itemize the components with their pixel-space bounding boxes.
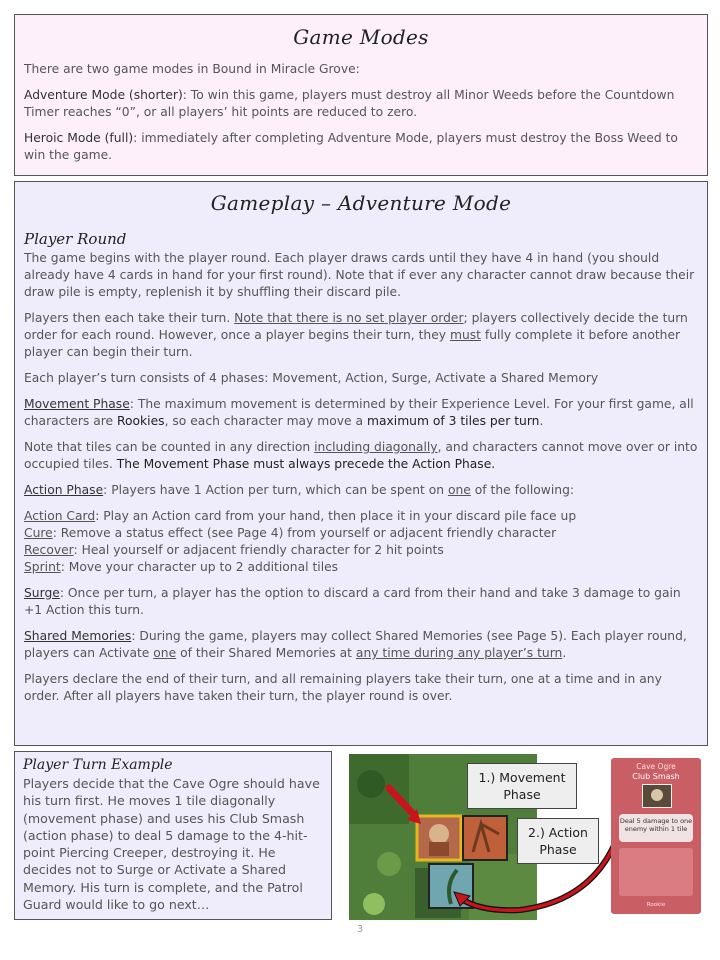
player-round-heading: Player Round: [24, 230, 127, 248]
movement-text-c: .: [539, 414, 544, 428]
action-text-a: : Players have 1 Action per turn, which can be spent on: [103, 483, 448, 497]
gameplay-panel: [14, 181, 708, 746]
action-callout-line2: Phase: [539, 842, 577, 857]
adventure-mode-text: : To win this game, players must destroy all Minor Weeds before the Countdown Timer reaches “0”, or all players’ hit points are reduced to zero.: [24, 88, 675, 119]
heroic-mode-label: Heroic Mode (full): [24, 131, 134, 145]
adventure-mode-paragraph: [24, 87, 698, 121]
memories-text-a: : During the game, players may collect Shared Memories (see Page 5). Each player round, players can Activate: [24, 629, 687, 660]
action-phase-callout: [517, 818, 599, 864]
memories-text-b: of their Shared Memories at: [176, 646, 356, 660]
card-art: [642, 784, 672, 808]
movement-max: maximum of 3 tiles per turn: [366, 414, 540, 428]
turn-order-must: must: [449, 328, 481, 342]
memories-one: one: [153, 646, 177, 660]
card-subtitle: Club Smash: [632, 772, 680, 781]
player-round-text: The game begins with the player round. Each player draws cards until they have 4 in hand (you should already have 4 cards in hand for your first round). Note that if ever any character cannot draw because their draw pile is empty, replenish it by shuffling their discard pile.: [24, 251, 695, 299]
list-item: [24, 525, 698, 542]
action-phase-paragraph: [24, 482, 698, 499]
movement-rookies: Rookies: [117, 414, 165, 428]
action-option-label: Action Card: [24, 509, 96, 523]
action-option-text: : Play an Action card from your hand, then place it in your discard pile face up: [95, 509, 577, 523]
game-modes-intro: There are two game modes in Bound in Miracle Grove:: [24, 62, 360, 76]
action-options-list: [24, 508, 698, 576]
action-phase-label: Action Phase: [24, 483, 104, 497]
end-of-round-text: Players declare the end of their turn, and all remaining players take their turn, one at a time and in any order. After all players have taken their turn, the player round is over.: [24, 672, 662, 703]
surge-text: : Once per turn, a player has the option to discard a card from their hand and take 3 damage to gain +1 Action this turn.: [24, 586, 681, 617]
action-option-label: Sprint: [24, 560, 61, 574]
phases-text: Each player’s turn consists of 4 phases: Movement, Action, Surge, Activate a Shared Memory: [24, 371, 599, 385]
action-one: one: [447, 483, 471, 497]
movement-phase-callout: [467, 763, 577, 809]
shared-memories-paragraph: [24, 628, 698, 662]
tiles-text-b: , and characters cannot move over or into occupied tiles.: [24, 440, 698, 471]
ability-card: [611, 758, 701, 914]
turn-example-panel: [14, 751, 332, 920]
list-item: [24, 542, 698, 559]
page-number: 3: [356, 924, 364, 935]
action-option-label: Recover: [24, 543, 74, 557]
turn-order-text-b: ; players collectively decide the turn order for each round. However, once a player begins their turn, they: [24, 311, 688, 342]
adventure-mode-label: Adventure Mode (shorter): [24, 88, 183, 102]
surge-paragraph: [24, 585, 698, 619]
surge-label: Surge: [24, 586, 60, 600]
game-modes-panel: [14, 14, 708, 176]
movement-text-b: , so each character may move a: [164, 414, 367, 428]
card-footer: Rookie: [646, 902, 666, 908]
card-blank-area: [619, 848, 693, 896]
action-text-b: of the following:: [470, 483, 575, 497]
turn-order-note: Note that there is no set player order: [234, 311, 464, 325]
action-option-text: : Heal yourself or adjacent friendly character for 2 hit points: [73, 543, 444, 557]
list-item: [24, 559, 698, 576]
action-option-text: : Remove a status effect (see Page 4) from yourself or adjacent friendly character: [52, 526, 557, 540]
tiles-paragraph: [24, 439, 698, 473]
card-text: Deal 5 damage to one enemy within 1 tile: [619, 814, 693, 842]
heroic-mode-text: : immediately after completing Adventure Mode, players must destroy the Boss Weed to win the game.: [24, 131, 678, 162]
action-option-label: Cure: [24, 526, 53, 540]
turn-order-paragraph: [24, 310, 698, 361]
heroic-mode-paragraph: [24, 130, 698, 164]
list-item: [24, 508, 698, 525]
memories-any-time: any time during any player’s turn: [355, 646, 563, 660]
memories-text-c: .: [562, 646, 567, 660]
action-callout-line1: 2.) Action: [528, 825, 588, 840]
movement-phase-label: Movement Phase: [24, 397, 130, 411]
tiles-strong: The Movement Phase must always precede the Action Phase.: [116, 457, 496, 471]
shared-memories-label: Shared Memories: [24, 629, 132, 643]
gameplay-title: Gameplay – Adventure Mode: [210, 191, 512, 215]
tiles-diagonal: including diagonally: [314, 440, 438, 454]
turn-example-text: Players decide that the Cave Ogre should have his turn first. He moves 1 tile diagonally (movement phase) and uses his Club Smash (action phase) to deal 5 damage to the 4-hit-point Piercing Creeper, destroying it. He decides not to Surge or Activate a Shared Memory. His turn is complete, and the Patrol Guard would like to go next…: [23, 776, 320, 913]
movement-callout-line2: Phase: [503, 787, 541, 802]
card-title: Cave Ogre: [636, 762, 676, 771]
movement-text-a: : The maximum movement is determined by their Experience Level. For your first game, all characters are: [24, 397, 694, 428]
game-modes-title: Game Modes: [293, 25, 429, 49]
action-option-text: : Move your character up to 2 additional tiles: [60, 560, 339, 574]
movement-phase-paragraph: [24, 396, 698, 430]
turn-order-text-c: fully complete it before another player can begin their turn.: [24, 328, 681, 359]
movement-callout-line1: 1.) Movement: [478, 770, 566, 785]
turn-example-heading: Player Turn Example: [23, 757, 173, 773]
tiles-text-a: Note that tiles can be counted in any direction: [24, 440, 315, 454]
turn-order-text-a: Players then each take their turn.: [24, 311, 235, 325]
